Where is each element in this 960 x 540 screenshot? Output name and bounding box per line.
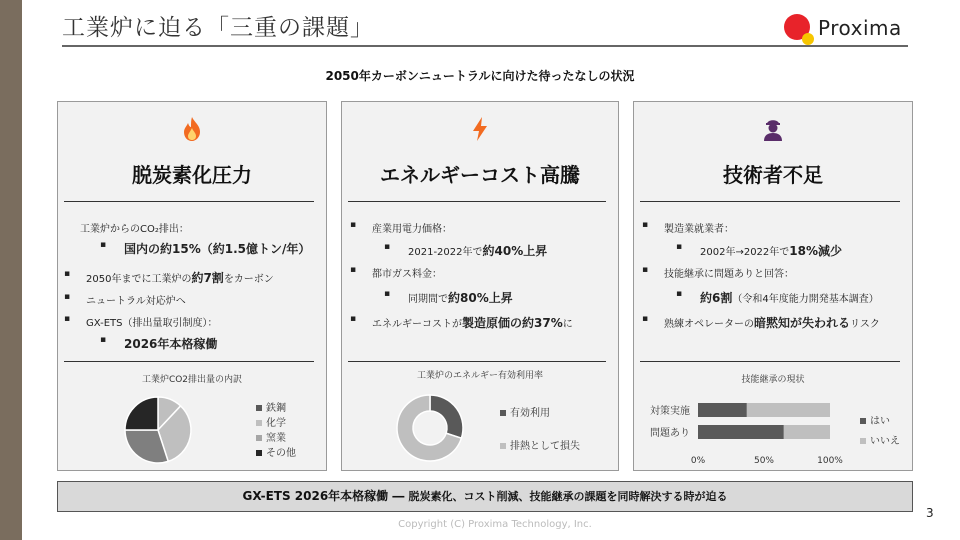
legend-swatch (500, 410, 506, 416)
legend-swatch (256, 405, 262, 411)
bar-segment-no (747, 403, 830, 417)
bullet-item: ▪ 技能継承に問題ありと回答： (664, 265, 794, 280)
bullet-item: ▪ 都市ガス料金： (372, 265, 442, 280)
legend-swatch (500, 443, 506, 449)
legend-swatch (256, 420, 262, 426)
proxima-logo (784, 12, 914, 46)
panel-divider (348, 201, 606, 202)
legend-swatch (256, 450, 262, 456)
slide-title: 工業炉に迫る「三重の課題」 (62, 15, 374, 41)
axis-tick-label: 50% (753, 456, 775, 466)
bullet-item: ▪ 2050年までに工業炉の約7割をカーボン (86, 269, 274, 286)
legend-item: 鉄鋼 (256, 399, 286, 414)
panel-heading: 脱炭素化圧力 (132, 163, 252, 187)
title-underline (62, 45, 908, 47)
bullet-item: ▪ 産業用電力価格： (372, 220, 452, 235)
legend-item: はい (860, 412, 890, 427)
worker-icon (634, 116, 912, 144)
legend-item: 排熱として損失 (500, 437, 580, 452)
bar-segment-yes (698, 425, 784, 439)
bullet-item: ▪ GX-ETS（排出量取引制度）： (86, 314, 217, 329)
legend-swatch (860, 418, 866, 424)
legend-swatch (860, 438, 866, 444)
legend-swatch (256, 435, 262, 441)
panel-divider (348, 361, 606, 362)
page-number: 3 (926, 506, 934, 520)
chart-title: 技能継承の現状 (741, 375, 805, 385)
slide-subtitle: 2050年カーボンニュートラルに向けた待ったなしの状況 (325, 69, 635, 83)
bar-segment-no (784, 425, 830, 439)
panel-skill-shortage (633, 101, 913, 471)
panel-energy-cost (341, 101, 619, 471)
panel-divider (64, 361, 314, 362)
legend-item: 有効利用 (500, 404, 550, 419)
chart-title: 工業炉のエネルギー有効利用率 (416, 371, 543, 381)
bar-segment-yes (698, 403, 747, 417)
bullet-item: ▪ 国内の約15%（約1.5億トン/年） (124, 240, 310, 257)
axis-tick-label: 100% (817, 456, 843, 466)
bullet-item: ▪ 2002年→2022年で18%減少 (700, 242, 842, 259)
bar-category-label: 対策実施 (650, 406, 690, 417)
lightning-icon (342, 116, 618, 144)
bullet-item: 工業炉からのCO₂排出： (80, 224, 189, 235)
bullet-item: ▪ 2021-2022年で約40%上昇 (408, 242, 547, 259)
fire-icon (58, 116, 326, 144)
axis-tick-label: 0% (690, 456, 706, 466)
panel-decarbonization (57, 101, 327, 471)
bullet-item: ▪ 製造業就業者： (664, 220, 734, 235)
chart-title: 工業炉CO2排出量の内訳 (141, 375, 243, 385)
legend-item: いいえ (860, 432, 900, 447)
bullet-item: ▪ 約6割（令和4年度能力開発基本調査） (700, 289, 879, 306)
energy-donut-chart (394, 392, 466, 464)
bullet-item: ▪ エネルギーコストが製造原価の約37%に (372, 314, 573, 331)
bullet-item: ▪ 熟練オペレーターの暗黙知が失われるリスク (664, 314, 880, 331)
logo-yellow-circle (802, 33, 814, 45)
skill-bar-chart (634, 390, 912, 470)
panel-divider (640, 201, 900, 202)
legend-item: 窯業 (256, 429, 286, 444)
panel-divider (640, 361, 900, 362)
co2-pie-chart (122, 394, 194, 466)
panel-heading: 技術者不足 (723, 163, 823, 187)
panel-heading: エネルギーコスト高騰 (380, 163, 580, 187)
bottom-callout: GX-ETS 2026年本格稼働 ― 脱炭素化、コスト削減、技能継承の課題を同時解決する時が迫る (57, 481, 913, 512)
bar-category-label: 問題あり (650, 428, 690, 439)
panel-divider (64, 201, 314, 202)
bullet-continuation: ▪ ニュートラル対応炉へ (86, 292, 186, 307)
bullet-item: ▪ 2026年本格稼働 (124, 335, 217, 352)
copyright-text: Copyright (C) Proxima Technology, Inc. (398, 519, 592, 530)
legend-item: その他 (256, 444, 296, 459)
legend-item: 化学 (256, 414, 286, 429)
logo-text: Proxima (818, 16, 902, 40)
pie-slice-1 (430, 395, 463, 438)
bullet-item: ▪ 同期間で約80%上昇 (408, 289, 513, 306)
pie-slice-4 (125, 397, 158, 430)
